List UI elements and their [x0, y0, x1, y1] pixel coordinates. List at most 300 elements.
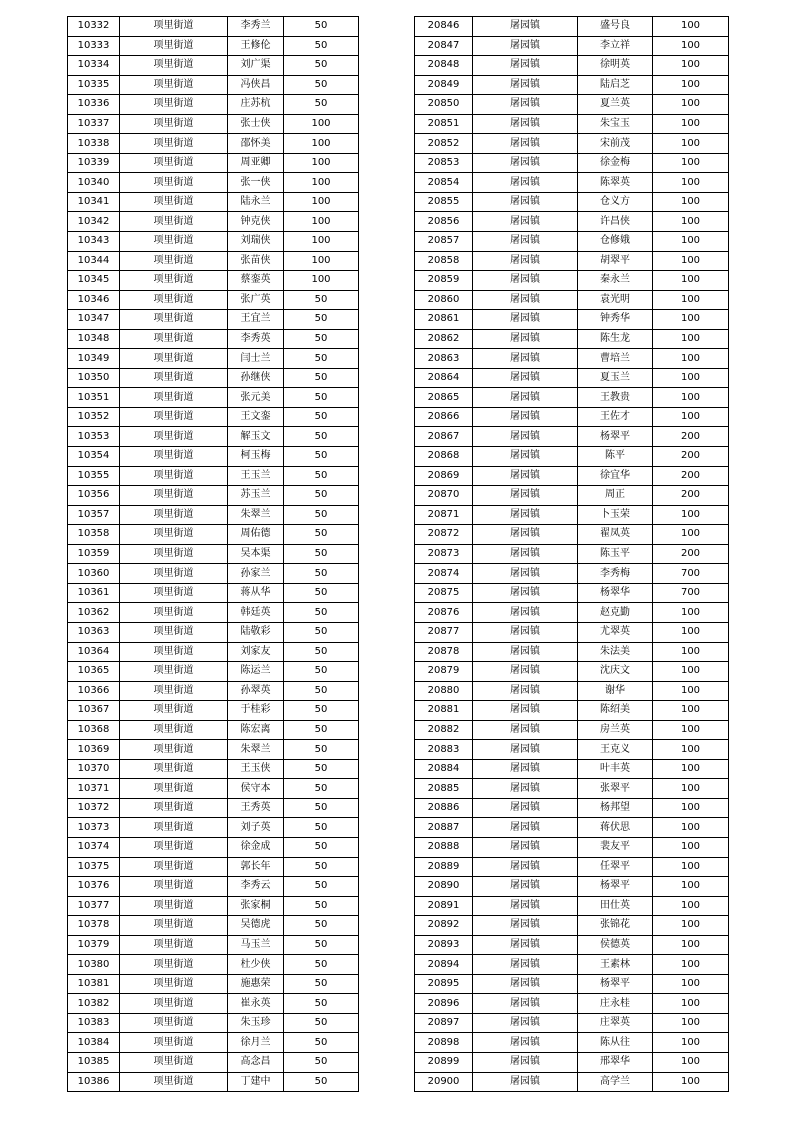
- table-row: [415, 564, 729, 584]
- district-cell: 屠园镇: [473, 173, 578, 193]
- name-cell: 仓义方: [578, 192, 653, 212]
- id-cell: 10364: [68, 642, 120, 662]
- table-row: [415, 1052, 729, 1072]
- district-cell: 项里街道: [120, 857, 228, 877]
- name-cell: 孙家兰: [228, 564, 284, 584]
- name-cell: 李立祥: [578, 36, 653, 56]
- table-row: [68, 935, 359, 955]
- district-cell: 屠园镇: [473, 955, 578, 975]
- id-cell: 20891: [415, 896, 473, 916]
- name-cell: 刘瑞侠: [228, 232, 284, 252]
- name-cell: 朱翠兰: [228, 505, 284, 525]
- id-cell: 20866: [415, 407, 473, 427]
- table-row: [415, 447, 729, 467]
- id-cell: 10381: [68, 974, 120, 994]
- amount-cell: 100: [653, 1013, 729, 1033]
- table-row: [68, 564, 359, 584]
- district-cell: 屠园镇: [473, 935, 578, 955]
- district-cell: 项里街道: [120, 916, 228, 936]
- district-cell: 屠园镇: [473, 1033, 578, 1053]
- district-cell: 屠园镇: [473, 916, 578, 936]
- name-cell: 沈庆文: [578, 662, 653, 682]
- table-row: [415, 349, 729, 369]
- id-cell: 10379: [68, 935, 120, 955]
- name-cell: 马玉兰: [228, 935, 284, 955]
- table-row: [415, 857, 729, 877]
- amount-cell: 100: [653, 505, 729, 525]
- amount-cell: 50: [284, 779, 359, 799]
- name-cell: 翟凤英: [578, 525, 653, 545]
- amount-cell: 50: [284, 466, 359, 486]
- id-cell: 20862: [415, 329, 473, 349]
- table-row: [68, 153, 359, 173]
- name-cell: 房兰英: [578, 720, 653, 740]
- table-row: [68, 56, 359, 76]
- name-cell: 徐金成: [228, 837, 284, 857]
- id-cell: 20856: [415, 212, 473, 232]
- district-cell: 屠园镇: [473, 837, 578, 857]
- table-row: [68, 447, 359, 467]
- amount-cell: 100: [653, 740, 729, 760]
- amount-cell: 100: [284, 271, 359, 291]
- id-cell: 10378: [68, 916, 120, 936]
- amount-cell: 100: [653, 310, 729, 330]
- district-cell: 项里街道: [120, 153, 228, 173]
- amount-cell: 50: [284, 955, 359, 975]
- table-row: [68, 603, 359, 623]
- id-cell: 20870: [415, 486, 473, 506]
- district-cell: 项里街道: [120, 720, 228, 740]
- name-cell: 高学兰: [578, 1072, 653, 1092]
- id-cell: 20879: [415, 662, 473, 682]
- id-cell: 10360: [68, 564, 120, 584]
- amount-cell: 50: [284, 818, 359, 838]
- name-cell: 闫士兰: [228, 349, 284, 369]
- id-cell: 10375: [68, 857, 120, 877]
- amount-cell: 100: [284, 251, 359, 271]
- district-cell: 屠园镇: [473, 740, 578, 760]
- district-cell: 屠园镇: [473, 1013, 578, 1033]
- id-cell: 10367: [68, 701, 120, 721]
- district-cell: 屠园镇: [473, 818, 578, 838]
- table-row: [68, 583, 359, 603]
- district-cell: 屠园镇: [473, 271, 578, 291]
- table-row: [415, 1072, 729, 1092]
- district-cell: 项里街道: [120, 388, 228, 408]
- name-cell: 周佑德: [228, 525, 284, 545]
- amount-cell: 100: [653, 916, 729, 936]
- id-cell: 20892: [415, 916, 473, 936]
- table-row: [415, 407, 729, 427]
- id-cell: 10370: [68, 759, 120, 779]
- table-row: [68, 173, 359, 193]
- district-cell: 项里街道: [120, 17, 228, 37]
- id-cell: 10386: [68, 1072, 120, 1092]
- name-cell: 杨翠华: [578, 583, 653, 603]
- district-cell: 项里街道: [120, 310, 228, 330]
- id-cell: 20874: [415, 564, 473, 584]
- district-cell: 屠园镇: [473, 642, 578, 662]
- id-cell: 20868: [415, 447, 473, 467]
- amount-cell: 50: [284, 662, 359, 682]
- id-cell: 20858: [415, 251, 473, 271]
- table-row: [68, 740, 359, 760]
- id-cell: 20875: [415, 583, 473, 603]
- amount-cell: 100: [653, 642, 729, 662]
- amount-cell: 50: [284, 642, 359, 662]
- id-cell: 20854: [415, 173, 473, 193]
- amount-cell: 100: [653, 798, 729, 818]
- table-row: [68, 251, 359, 271]
- table-row: [68, 466, 359, 486]
- table-row: [415, 935, 729, 955]
- amount-cell: 700: [653, 583, 729, 603]
- id-cell: 20898: [415, 1033, 473, 1053]
- id-cell: 20872: [415, 525, 473, 545]
- name-cell: 孙继侠: [228, 368, 284, 388]
- district-cell: 屠园镇: [473, 349, 578, 369]
- table-row: [68, 701, 359, 721]
- district-cell: 项里街道: [120, 349, 228, 369]
- table-row: [415, 17, 729, 37]
- district-cell: 屠园镇: [473, 114, 578, 134]
- id-cell: 10342: [68, 212, 120, 232]
- table-row: [68, 427, 359, 447]
- amount-cell: 100: [653, 720, 729, 740]
- amount-cell: 200: [653, 544, 729, 564]
- table-row: [68, 232, 359, 252]
- name-cell: 刘子英: [228, 818, 284, 838]
- amount-cell: 100: [653, 329, 729, 349]
- table-row: [68, 798, 359, 818]
- amount-cell: 50: [284, 447, 359, 467]
- name-cell: 张士侠: [228, 114, 284, 134]
- amount-cell: 100: [653, 877, 729, 897]
- district-cell: 屠园镇: [473, 368, 578, 388]
- name-cell: 王素林: [578, 955, 653, 975]
- district-cell: 项里街道: [120, 779, 228, 799]
- district-cell: 屠园镇: [473, 75, 578, 95]
- name-cell: 陈绍美: [578, 701, 653, 721]
- amount-cell: 100: [653, 955, 729, 975]
- name-cell: 陈运兰: [228, 662, 284, 682]
- id-cell: 20876: [415, 603, 473, 623]
- district-cell: 屠园镇: [473, 36, 578, 56]
- district-cell: 项里街道: [120, 407, 228, 427]
- amount-cell: 100: [653, 134, 729, 154]
- name-cell: 邵怀美: [228, 134, 284, 154]
- amount-cell: 50: [284, 974, 359, 994]
- name-cell: 杨翠平: [578, 877, 653, 897]
- id-cell: 20851: [415, 114, 473, 134]
- district-cell: 屠园镇: [473, 1072, 578, 1092]
- district-cell: 项里街道: [120, 95, 228, 115]
- amount-cell: 50: [284, 329, 359, 349]
- amount-cell: 100: [653, 525, 729, 545]
- district-cell: 项里街道: [120, 486, 228, 506]
- id-cell: 20859: [415, 271, 473, 291]
- id-cell: 10368: [68, 720, 120, 740]
- amount-cell: 100: [653, 232, 729, 252]
- name-cell: 吴本渠: [228, 544, 284, 564]
- id-cell: 20869: [415, 466, 473, 486]
- id-cell: 10351: [68, 388, 120, 408]
- amount-cell: 100: [653, 1052, 729, 1072]
- table-row: [68, 505, 359, 525]
- name-cell: 王教贵: [578, 388, 653, 408]
- id-cell: 20864: [415, 368, 473, 388]
- name-cell: 宋前茂: [578, 134, 653, 154]
- id-cell: 10348: [68, 329, 120, 349]
- amount-cell: 100: [653, 349, 729, 369]
- name-cell: 张家桐: [228, 896, 284, 916]
- table-row: [68, 916, 359, 936]
- name-cell: 朱宝玉: [578, 114, 653, 134]
- id-cell: 10352: [68, 407, 120, 427]
- table-row: [68, 837, 359, 857]
- table-row: [415, 192, 729, 212]
- id-cell: 10332: [68, 17, 120, 37]
- district-cell: 项里街道: [120, 701, 228, 721]
- district-cell: 屠园镇: [473, 153, 578, 173]
- district-cell: 屠园镇: [473, 192, 578, 212]
- amount-cell: 100: [653, 17, 729, 37]
- table-row: [68, 1052, 359, 1072]
- name-cell: 仓修娥: [578, 232, 653, 252]
- amount-cell: 200: [653, 427, 729, 447]
- table-row: [68, 720, 359, 740]
- amount-cell: 50: [284, 388, 359, 408]
- district-cell: 屠园镇: [473, 329, 578, 349]
- name-cell: 侯守本: [228, 779, 284, 799]
- name-cell: 谢华: [578, 681, 653, 701]
- amount-cell: 100: [653, 994, 729, 1014]
- amount-cell: 50: [284, 368, 359, 388]
- name-cell: 吴德虎: [228, 916, 284, 936]
- amount-cell: 100: [653, 290, 729, 310]
- id-cell: 10374: [68, 837, 120, 857]
- name-cell: 徐宜华: [578, 466, 653, 486]
- name-cell: 陆启芝: [578, 75, 653, 95]
- name-cell: 柯玉梅: [228, 447, 284, 467]
- id-cell: 10338: [68, 134, 120, 154]
- table-row: [68, 36, 359, 56]
- name-cell: 杜少侠: [228, 955, 284, 975]
- id-cell: 20863: [415, 349, 473, 369]
- id-cell: 20890: [415, 877, 473, 897]
- id-cell: 20895: [415, 974, 473, 994]
- amount-cell: 50: [284, 701, 359, 721]
- district-cell: 屠园镇: [473, 798, 578, 818]
- id-cell: 20846: [415, 17, 473, 37]
- amount-cell: 100: [653, 251, 729, 271]
- name-cell: 盛号良: [578, 17, 653, 37]
- table-row: [415, 818, 729, 838]
- left-roster-table: [67, 16, 359, 1092]
- district-cell: 项里街道: [120, 329, 228, 349]
- name-cell: 王克义: [578, 740, 653, 760]
- district-cell: 项里街道: [120, 525, 228, 545]
- district-cell: 屠园镇: [473, 1052, 578, 1072]
- id-cell: 20849: [415, 75, 473, 95]
- name-cell: 陆永兰: [228, 192, 284, 212]
- amount-cell: 50: [284, 603, 359, 623]
- district-cell: 屠园镇: [473, 544, 578, 564]
- name-cell: 李秀兰: [228, 17, 284, 37]
- name-cell: 张元美: [228, 388, 284, 408]
- district-cell: 项里街道: [120, 1033, 228, 1053]
- table-row: [415, 759, 729, 779]
- district-cell: 项里街道: [120, 173, 228, 193]
- name-cell: 庄永桂: [578, 994, 653, 1014]
- amount-cell: 50: [284, 1013, 359, 1033]
- id-cell: 20896: [415, 994, 473, 1014]
- name-cell: 杨邦望: [578, 798, 653, 818]
- amount-cell: 50: [284, 994, 359, 1014]
- district-cell: 项里街道: [120, 427, 228, 447]
- amount-cell: 100: [284, 173, 359, 193]
- district-cell: 屠园镇: [473, 681, 578, 701]
- table-row: [415, 837, 729, 857]
- amount-cell: 50: [284, 525, 359, 545]
- amount-cell: 100: [284, 153, 359, 173]
- name-cell: 杨翠平: [578, 427, 653, 447]
- district-cell: 屠园镇: [473, 583, 578, 603]
- name-cell: 王宜兰: [228, 310, 284, 330]
- id-cell: 10349: [68, 349, 120, 369]
- id-cell: 10359: [68, 544, 120, 564]
- name-cell: 苏玉兰: [228, 486, 284, 506]
- id-cell: 10369: [68, 740, 120, 760]
- table-row: [68, 779, 359, 799]
- amount-cell: 50: [284, 759, 359, 779]
- district-cell: 项里街道: [120, 662, 228, 682]
- name-cell: 蔡銮英: [228, 271, 284, 291]
- amount-cell: 100: [284, 134, 359, 154]
- amount-cell: 700: [653, 564, 729, 584]
- name-cell: 孙翠英: [228, 681, 284, 701]
- amount-cell: 100: [653, 368, 729, 388]
- district-cell: 项里街道: [120, 798, 228, 818]
- district-cell: 项里街道: [120, 212, 228, 232]
- district-cell: 项里街道: [120, 290, 228, 310]
- district-cell: 项里街道: [120, 114, 228, 134]
- table-row: [415, 701, 729, 721]
- amount-cell: 50: [284, 1072, 359, 1092]
- amount-cell: 100: [653, 622, 729, 642]
- amount-cell: 100: [653, 153, 729, 173]
- table-row: [415, 642, 729, 662]
- table-row: [68, 1072, 359, 1092]
- amount-cell: 100: [653, 701, 729, 721]
- district-cell: 项里街道: [120, 36, 228, 56]
- amount-cell: 50: [284, 56, 359, 76]
- amount-cell: 100: [653, 935, 729, 955]
- district-cell: 项里街道: [120, 642, 228, 662]
- table-row: [415, 779, 729, 799]
- name-cell: 钟克侠: [228, 212, 284, 232]
- district-cell: 项里街道: [120, 232, 228, 252]
- amount-cell: 100: [653, 95, 729, 115]
- id-cell: 10336: [68, 95, 120, 115]
- table-row: [415, 290, 729, 310]
- table-row: [68, 662, 359, 682]
- table-row: [68, 681, 359, 701]
- id-cell: 20857: [415, 232, 473, 252]
- district-cell: 屠园镇: [473, 505, 578, 525]
- id-cell: 10347: [68, 310, 120, 330]
- district-cell: 项里街道: [120, 1052, 228, 1072]
- district-cell: 项里街道: [120, 583, 228, 603]
- name-cell: 蒋伏思: [578, 818, 653, 838]
- amount-cell: 50: [284, 837, 359, 857]
- district-cell: 项里街道: [120, 740, 228, 760]
- table-row: [415, 310, 729, 330]
- id-cell: 20873: [415, 544, 473, 564]
- name-cell: 陈玉平: [578, 544, 653, 564]
- district-cell: 屠园镇: [473, 525, 578, 545]
- name-cell: 于桂彩: [228, 701, 284, 721]
- amount-cell: 50: [284, 17, 359, 37]
- id-cell: 10341: [68, 192, 120, 212]
- district-cell: 项里街道: [120, 75, 228, 95]
- id-cell: 20884: [415, 759, 473, 779]
- amount-cell: 100: [653, 388, 729, 408]
- name-cell: 胡翠平: [578, 251, 653, 271]
- id-cell: 20897: [415, 1013, 473, 1033]
- id-cell: 10335: [68, 75, 120, 95]
- table-row: [68, 818, 359, 838]
- name-cell: 张苗侠: [228, 251, 284, 271]
- id-cell: 20887: [415, 818, 473, 838]
- name-cell: 张广英: [228, 290, 284, 310]
- district-cell: 项里街道: [120, 955, 228, 975]
- table-row: [415, 1033, 729, 1053]
- amount-cell: 100: [653, 271, 729, 291]
- amount-cell: 200: [653, 486, 729, 506]
- id-cell: 10376: [68, 877, 120, 897]
- table-row: [415, 251, 729, 271]
- name-cell: 卜玉荣: [578, 505, 653, 525]
- amount-cell: 50: [284, 36, 359, 56]
- table-row: [415, 153, 729, 173]
- id-cell: 20848: [415, 56, 473, 76]
- district-cell: 屠园镇: [473, 310, 578, 330]
- name-cell: 陆敬彩: [228, 622, 284, 642]
- amount-cell: 100: [284, 192, 359, 212]
- id-cell: 20900: [415, 1072, 473, 1092]
- table-row: [415, 505, 729, 525]
- district-cell: 屠园镇: [473, 974, 578, 994]
- table-row: [68, 95, 359, 115]
- district-cell: 屠园镇: [473, 447, 578, 467]
- amount-cell: 50: [284, 310, 359, 330]
- id-cell: 10361: [68, 583, 120, 603]
- id-cell: 20882: [415, 720, 473, 740]
- amount-cell: 50: [284, 720, 359, 740]
- district-cell: 屠园镇: [473, 251, 578, 271]
- id-cell: 20852: [415, 134, 473, 154]
- name-cell: 解玉文: [228, 427, 284, 447]
- name-cell: 赵克勤: [578, 603, 653, 623]
- amount-cell: 50: [284, 1033, 359, 1053]
- table-row: [415, 1013, 729, 1033]
- name-cell: 高念昌: [228, 1052, 284, 1072]
- amount-cell: 100: [653, 1072, 729, 1092]
- table-row: [68, 310, 359, 330]
- district-cell: 项里街道: [120, 818, 228, 838]
- amount-cell: 50: [284, 681, 359, 701]
